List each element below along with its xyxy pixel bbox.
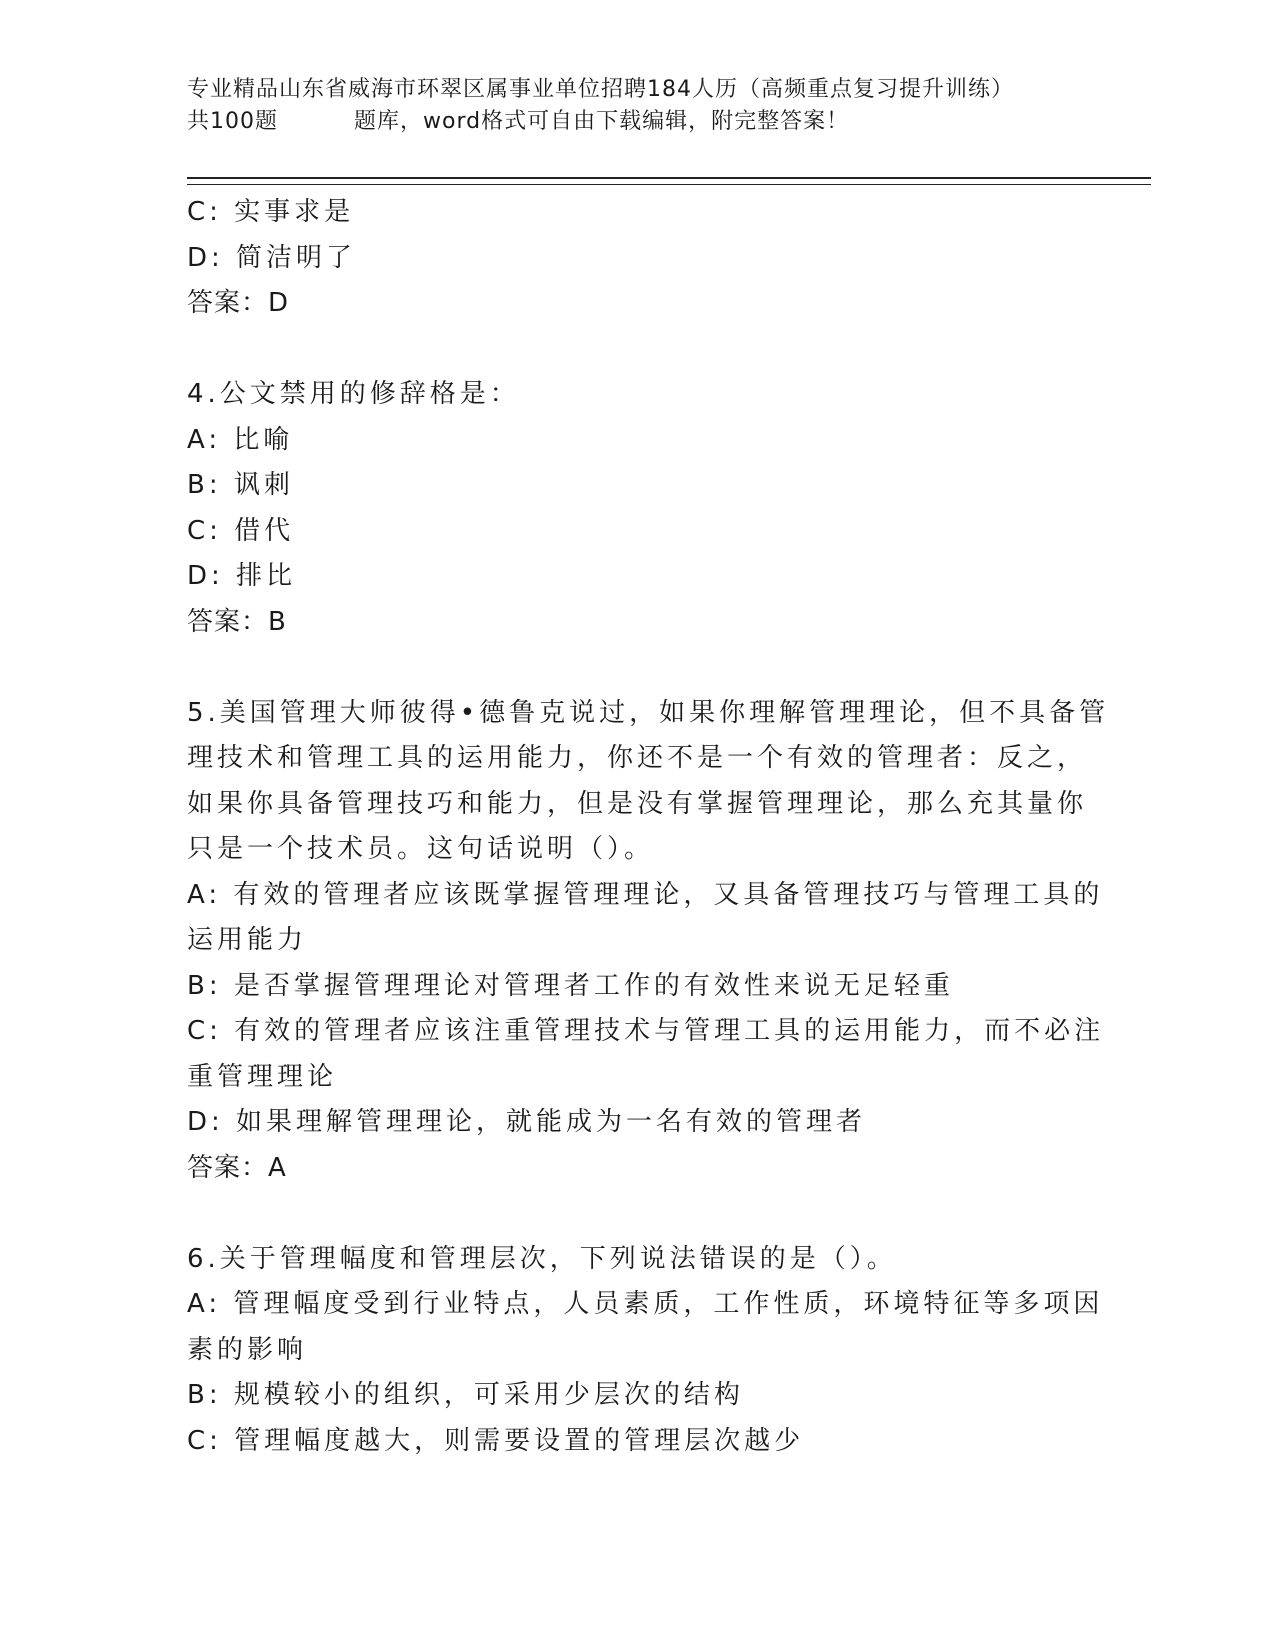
q5-stem-line4: 只是一个技术员。这句话说明（）。 (187, 834, 655, 864)
q5-option-a-line1: A: 有效的管理者应该既掌握管理理论，又具备管理技巧与管理工具的 (187, 879, 1104, 910)
header-question-count: 共100题 (187, 109, 278, 134)
q6-option-a-line2: 素的影响 (187, 1334, 308, 1365)
q4-option-c: C: 借代 (187, 515, 295, 546)
q5-option-b: B: 是否掌握管理理论对管理者工作的有效性来说无足轻重 (187, 970, 954, 1001)
header-title-line1: 专业精品山东省威海市环翠区属事业单位招聘184人历（高频重点复习提升训练） (187, 77, 1014, 102)
header-divider (187, 177, 1151, 185)
q6-option-a-line1: A: 管理幅度受到行业特点，人员素质，工作性质，环境特征等多项因 (187, 1289, 1104, 1319)
q4-option-d: D: 排比 (187, 561, 297, 591)
q5-stem-line1: 5.美国管理大师彼得•德鲁克说过，如果你理解管理理论，但不具备管 (187, 697, 1110, 728)
q6-stem: 6.关于管理幅度和管理层次，下列说法错误的是（）。 (187, 1243, 897, 1274)
q3-answer: 答案：D (187, 288, 290, 318)
q3-option-d: D: 简洁明了 (187, 242, 357, 273)
header-description: 题库，word格式可自由下载编辑，附完整答案！ (354, 109, 850, 134)
q4-option-b: B: 讽刺 (187, 470, 294, 500)
q5-stem-line2: 理技术和管理工具的运用能力，你还不是一个有效的管理者：反之， (187, 743, 1088, 773)
q5-option-c-line1: C: 有效的管理者应该注重管理技术与管理工具的运用能力，而不必注 (187, 1016, 1105, 1046)
q5-option-c-line2: 重管理理论 (187, 1061, 338, 1092)
q5-answer: 答案：A (187, 1152, 287, 1183)
q4-answer: 答案：B (187, 606, 287, 637)
header-title-line2 (187, 106, 1087, 138)
q5-option-d: D: 如果理解管理理论，就能成为一名有效的管理者 (187, 1107, 867, 1137)
q5-stem-line3: 如果你具备管理技巧和能力，但是没有掌握管理理论，那么充其量你 (187, 788, 1088, 819)
q6-option-b: B: 规模较小的组织，可采用少层次的结构 (187, 1380, 744, 1410)
q4-stem: 4.公文禁用的修辞格是： (187, 379, 520, 409)
q5-option-a-line2: 运用能力 (187, 925, 308, 955)
question-list (187, 190, 1110, 1464)
page-header (187, 74, 1087, 138)
q4-option-a: A: 比喻 (187, 424, 294, 455)
q6-option-c: C: 管理幅度越大，则需要设置的管理层次越少 (187, 1425, 805, 1456)
q3-option-c: C: 实事求是 (187, 197, 355, 227)
